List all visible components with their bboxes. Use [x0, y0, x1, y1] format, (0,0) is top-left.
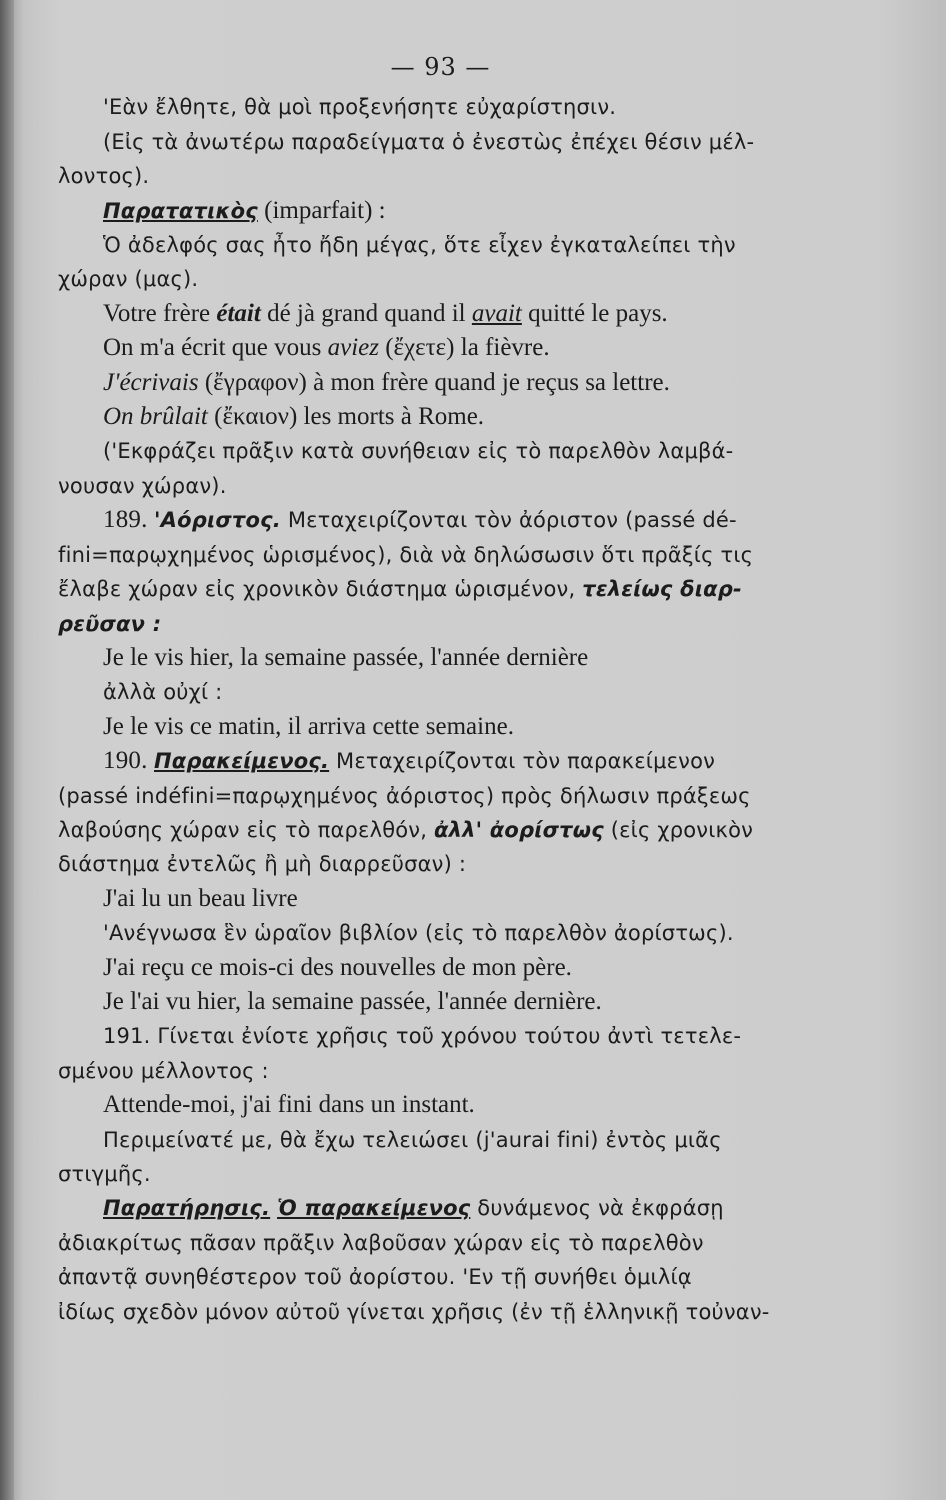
text-line: ἀλλὰ οὐχί :: [103, 680, 223, 705]
page-number: — 93 —: [390, 53, 491, 81]
text-line: Παρατατικὸς (imparfait) :: [103, 196, 386, 224]
text-line: On brûlait (ἔκαιον) les morts à Rome.: [103, 403, 485, 431]
text-line: fini=παρῳχημένος ὡρισμένος), διὰ νὰ δηλώσωσιν ὅτι πρᾶξίς τις: [58, 542, 754, 567]
page-text: [58, 50, 823, 1329]
text-line: στιγμῆς.: [58, 1162, 151, 1186]
text-line: J'ai lu un beau livre: [103, 884, 298, 912]
text-line: Παρατήρησις. Ὁ παρακείμενος δυνάμενος νὰ ἐκφράσῃ: [103, 1196, 724, 1221]
text-line: (Εἰς τὰ ἀνωτέρω παραδείγματα ὁ ἐνεστὼς ἐπέχει θέσιν μέλ-: [103, 129, 755, 154]
text-line: 'Εὰν ἔλθητε, θὰ μοὶ προξενήσητε εὐχαρίστησιν.: [103, 95, 617, 120]
text-line: ('Εκφράζει πρᾶξιν κατὰ συνήθειαν εἰς τὸ παρελθὸν λαμβά-: [103, 439, 734, 464]
heading-aorist: 'Αόριστος.: [154, 508, 281, 533]
text-line: διάστημα ἐντελῶς ἢ μὴ διαρρεῦσαν) :: [58, 852, 467, 877]
text-line: ἔλαβε χώραν εἰς χρονικὸν διάστημα ὡρισμένον, τελείως διαρ-: [58, 577, 742, 602]
text-line: J'écrivais (ἔγραφον) à mon frère quand je reçus sa lettre.: [103, 368, 670, 396]
text-line: Je l'ai vu hier, la semaine passée, l'année dernière.: [103, 987, 602, 1015]
text-line: λαβούσης χώραν εἰς τὸ παρελθόν, ἀλλ' ἀορίστως (εἰς χρονικὸν: [58, 817, 754, 842]
text-line: ρεῦσαν :: [58, 611, 162, 636]
heading-remark: Παρατήρησις.: [103, 1196, 271, 1221]
text-line: Attende-moi, j'ai fini dans un instant.: [103, 1091, 475, 1119]
text-line: Je le vis hier, la semaine passée, l'année dernière: [103, 643, 589, 671]
text-line: χώραν (μας).: [58, 267, 199, 292]
text-line: ἀδιακρίτως πᾶσαν πρᾶξιν λαβοῦσαν χώραν εἰς τὸ παρελθὸν: [58, 1230, 704, 1255]
heading-imperfect: Παρατατικὸς: [103, 198, 258, 223]
page-spine-shadow: [0, 0, 14, 1500]
text-line: 'Ανέγνωσα ἓν ὡραῖον βιβλίον (εἰς τὸ παρελθὸν ἀορίστως).: [103, 921, 734, 946]
heading-perfect: Παρακείμενος.: [154, 749, 330, 774]
text-line: Je le vis ce matin, il arriva cette semaine.: [103, 712, 514, 740]
text-line: 190. Παρακείμενος. Μεταχειρίζονται τὸν παρακείμενον: [103, 747, 716, 775]
text-line: J'ai reçu ce mois-ci des nouvelles de mon père.: [103, 953, 572, 981]
text-line: Votre frère était dé jà grand quand il avait quitté le pays.: [103, 299, 668, 327]
text-line: σμένου μέλλοντος :: [58, 1058, 269, 1083]
text-line: Περιμείνατέ με, θὰ ἔχω τελειώσει (j'aurai fini) ἐντὸς μιᾶς: [103, 1127, 722, 1152]
text-line: ἰδίως σχεδὸν μόνον αὐτοῦ γίνεται χρῆσις (ἐν τῇ ἑλληνικῇ τοὐναν-: [58, 1299, 770, 1324]
text-line: λοντος).: [58, 164, 150, 189]
text-line: 191. Γίνεται ἐνίοτε χρῆσις τοῦ χρόνου τούτου ἀντὶ τετελε-: [103, 1024, 742, 1049]
text-line: 189. 'Αόριστος. Μεταχειρίζονται τὸν ἀόριστον (passé dé-: [103, 506, 737, 534]
text-line: On m'a écrit que vous aviez (ἔχετε) la fièvre.: [103, 334, 550, 362]
text-line: ἀπαντᾷ συνηθέστερον τοῦ ἀορίστου. 'Εν τῇ συνήθει ὁμιλίᾳ: [58, 1265, 692, 1290]
text-line: Ὁ ἀδελφός σας ἦτο ἤδη μέγας, ὅτε εἶχεν ἐγκαταλείπει τὴν: [103, 233, 736, 258]
text-line: (passé indéfini=παρῳχημένος ἀόριστος) πρὸς δήλωσιν πράξεως: [58, 783, 751, 808]
text-line: νουσαν χώραν).: [58, 473, 227, 498]
